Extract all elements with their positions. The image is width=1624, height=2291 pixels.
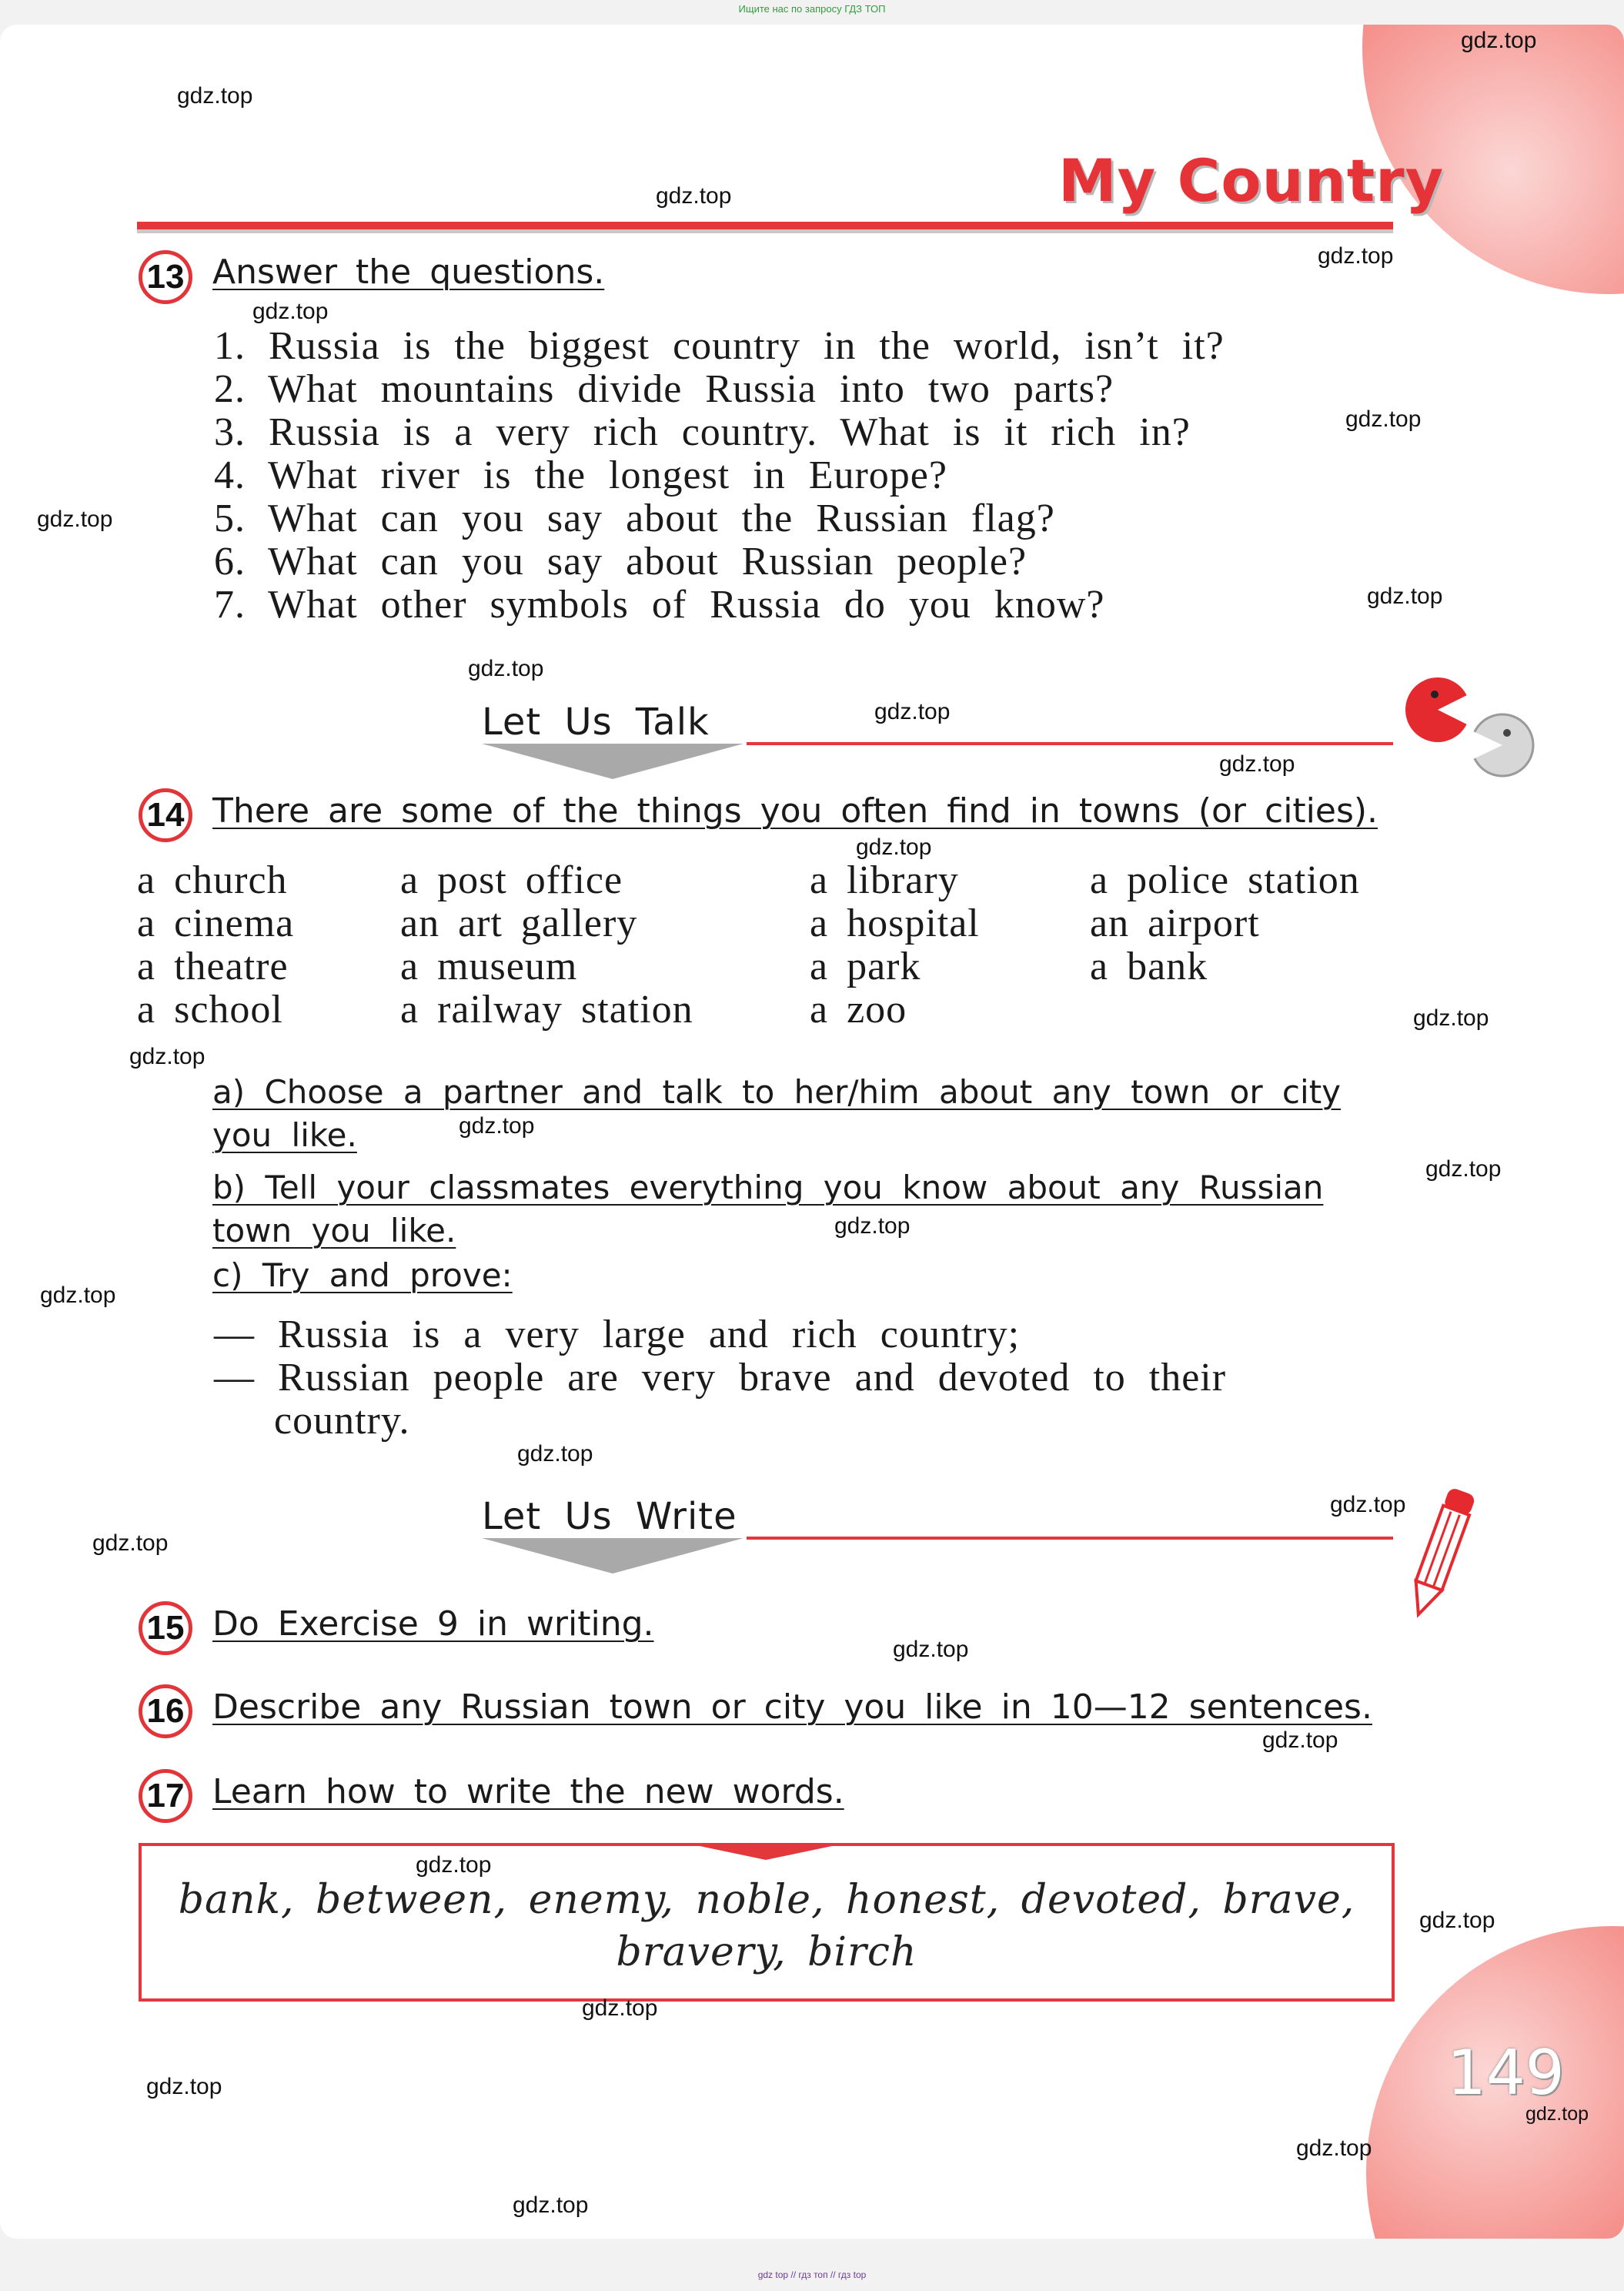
watermark: gdz.top: [468, 656, 544, 681]
top-banner: Ищите нас по запросу ГДЗ ТОП: [738, 3, 886, 15]
watermark: gdz.top: [834, 1213, 911, 1239]
exercise-14-number: 14: [139, 788, 192, 842]
word-item: a post office: [400, 858, 623, 902]
exercise-16-title: Describe any Russian town or city you like in 10—12 sentences.: [212, 1687, 1372, 1727]
question-6: 6. What can you say about Russian people?: [214, 540, 1028, 584]
title-rule: [137, 222, 1393, 229]
task-b-line-2: town you like.: [212, 1212, 456, 1249]
question-2: 2. What mountains divide Russia into two parts?: [214, 367, 1114, 411]
watermark: gdz.top: [517, 1441, 593, 1467]
exercise-16-number: 16: [139, 1684, 192, 1738]
watermark: gdz.top: [1219, 751, 1295, 777]
watermark: gdz.top: [92, 1530, 169, 1556]
word-item: a hospital: [810, 901, 980, 945]
task-c: c) Try and prove:: [212, 1256, 513, 1294]
word-item: a park: [810, 945, 921, 988]
statement-2: — Russian people are very brave and devoted to their: [214, 1356, 1227, 1400]
word-item: an art gallery: [400, 901, 638, 945]
exercise-14-title: There are some of the things you often find in towns (or cities).: [212, 791, 1378, 831]
watermark: gdz.top: [146, 2074, 222, 2099]
question-1: 1. Russia is the biggest country in the world, isn’t it?: [214, 324, 1225, 368]
watermark: gdz.top: [252, 299, 329, 324]
question-3: 3. Russia is a very rich country. What is it rich in?: [214, 410, 1191, 454]
textbook-page: [0, 25, 1624, 2239]
word-item: an airport: [1090, 901, 1260, 945]
task-b-line-1: b) Tell your classmates everything you know about any Russian: [212, 1169, 1324, 1206]
write-heading-arrow: [482, 1538, 743, 1577]
footer-text: gdz top // гдз топ // гдз top: [757, 2269, 867, 2280]
exercise-17-title: Learn how to write the new words.: [212, 1772, 844, 1811]
exercise-13-title: Answer the questions.: [212, 253, 605, 292]
word-item: a museum: [400, 945, 578, 988]
watermark: gdz.top: [513, 2192, 589, 2218]
question-4: 4. What river is the longest in Europe?: [214, 453, 947, 497]
watermark: gdz.top: [1461, 28, 1537, 53]
page-number: 149: [1447, 2037, 1565, 2109]
exercise-17-number: 17: [139, 1769, 192, 1823]
exercise-13-number: 13: [139, 250, 192, 304]
watermark: gdz.top: [874, 699, 951, 724]
watermark: gdz.top: [856, 834, 932, 860]
watermark: gdz.top: [582, 1995, 658, 2021]
statement-1: — Russia is a very large and rich country;: [214, 1313, 1021, 1356]
question-7: 7. What other symbols of Russia do you know?: [214, 583, 1105, 627]
talk-section-rule: [747, 742, 1393, 745]
talk-section-heading: Let Us Talk: [482, 701, 710, 744]
watermark: gdz.top: [416, 1852, 492, 1878]
statement-3: country.: [274, 1399, 410, 1443]
talk-heading-arrow: [482, 744, 743, 782]
pencil-icon: [1398, 1480, 1482, 1626]
new-words-line-2: bravery, birch: [616, 1929, 917, 1975]
watermark: gdz.top: [1425, 1156, 1502, 1182]
exercise-15-title: Do Exercise 9 in writing.: [212, 1604, 654, 1644]
word-item: a theatre: [137, 945, 289, 988]
word-item: a cinema: [137, 901, 295, 945]
word-item: a church: [137, 858, 288, 902]
exercise-15-number: 15: [139, 1601, 192, 1655]
watermark: gdz.top: [893, 1637, 969, 1662]
watermark: gdz.top: [37, 507, 113, 532]
watermark: gdz.top: [40, 1283, 116, 1308]
task-a-line-1: a) Choose a partner and talk to her/him about any town or city: [212, 1073, 1342, 1111]
new-words-box-marker: [685, 1843, 847, 1861]
watermark: gdz.top: [1367, 584, 1443, 609]
write-section-heading: Let Us Write: [482, 1495, 737, 1538]
watermark: gdz.top: [177, 83, 253, 109]
write-section-rule: [747, 1537, 1393, 1540]
word-item: a railway station: [400, 988, 693, 1032]
word-item: a bank: [1090, 945, 1208, 988]
watermark: gdz.top: [1345, 406, 1422, 432]
new-words-line-1: bank, between, enemy, noble, honest, devoted, brave,: [178, 1877, 1355, 1923]
watermark: gdz.top: [1296, 2135, 1372, 2161]
watermark: gdz.top: [1413, 1005, 1489, 1031]
question-5: 5. What can you say about the Russian flag?: [214, 497, 1055, 540]
pacman-icon: [1401, 671, 1547, 787]
watermark: gdz.top: [656, 183, 732, 209]
word-item: a police station: [1090, 858, 1360, 902]
watermark: gdz.top: [1262, 1727, 1338, 1753]
watermark: gdz.top: [1419, 1908, 1495, 1933]
word-item: a library: [810, 858, 959, 902]
watermark: gdz.top: [1318, 243, 1394, 269]
watermark: gdz.top: [1525, 2103, 1589, 2125]
watermark: gdz.top: [459, 1113, 535, 1139]
watermark: gdz.top: [1330, 1492, 1406, 1517]
task-a-line-2: you like.: [212, 1116, 357, 1154]
watermark: gdz.top: [129, 1044, 206, 1069]
word-item: a school: [137, 988, 283, 1032]
word-item: a zoo: [810, 988, 907, 1032]
page-title: My Country: [1058, 146, 1445, 215]
